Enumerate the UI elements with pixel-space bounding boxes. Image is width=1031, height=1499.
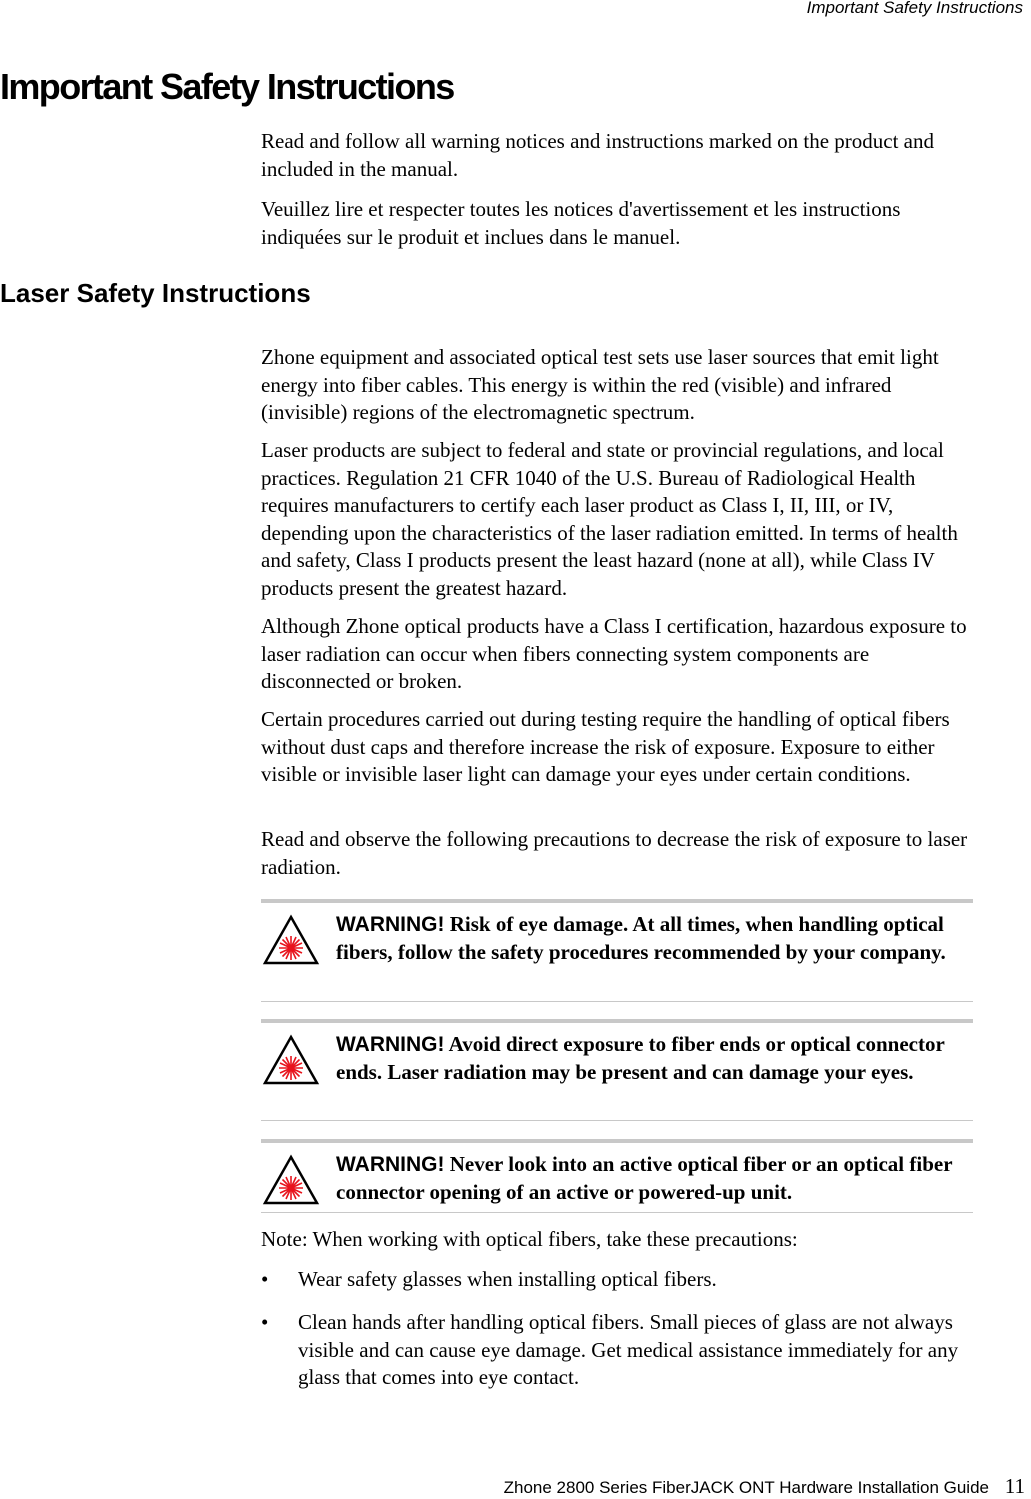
intro-paragraph-en: Read and follow all warning notices and instructions marked on the product and included in the manual.: [261, 129, 934, 181]
bullet-item-2: Clean hands after handling optical fibers. Small pieces of glass are not always visible and can cause eye damage. Get medical assistance immediately for any glass that comes into eye contact.: [298, 1310, 959, 1389]
bullet-marker: •: [261, 1310, 269, 1334]
warning-3-top-rule: [261, 1139, 973, 1143]
warning-1-text: [336, 911, 976, 966]
page-title: Important Safety Instructions: [0, 66, 454, 107]
warning-1-top-rule: [261, 899, 973, 903]
warning-3-body: Never look into an active optical fiber or an optical fiber connector opening of an active or powered-up unit.: [336, 1152, 953, 1204]
warning-3-bottom-rule: [261, 1212, 973, 1213]
warning-2-label: WARNING!: [336, 1033, 445, 1056]
warning-1-body: Risk of eye damage. At all times, when handling optical fibers, follow the safety procedures recommended by your company.: [336, 912, 946, 964]
footer-page-number: 11: [1004, 1474, 1025, 1498]
laser-paragraph-5: Read and observe the following precautions to decrease the risk of exposure to laser radiation.: [261, 827, 968, 879]
laser-warning-icon: [262, 1034, 320, 1086]
laser-paragraph-2: Laser products are subject to federal and state or provincial regulations, and local practices. Regulation 21 CFR 1040 of the U.S. Bureau of Radiological Health requires manufacturers to certify each laser product as Class I, II, III, or IV, depending upon the characteristics of the laser radiation emitted. In terms of health and safety, Class I products present the least hazard (none at all), while Class IV products present the greatest hazard.: [261, 438, 958, 600]
section-heading-laser: Laser Safety Instructions: [0, 278, 311, 308]
warning-1-label: WARNING!: [336, 913, 445, 936]
bullet-item-1: Wear safety glasses when installing optical fibers.: [298, 1267, 717, 1291]
warning-3-text: [336, 1151, 976, 1206]
note-text: Note: When working with optical fibers, take these precautions:: [261, 1227, 798, 1251]
running-header: Important Safety Instructions: [806, 0, 1023, 17]
laser-paragraph-3: Although Zhone optical products have a Class I certification, hazardous exposure to laser radiation can occur when fibers connecting system components are disconnected or broken.: [261, 614, 967, 693]
warning-2-top-rule: [261, 1019, 973, 1023]
warning-2-body: Avoid direct exposure to fiber ends or optical connector ends. Laser radiation may be present and can damage your eyes.: [336, 1032, 945, 1084]
laser-warning-icon: [262, 1154, 320, 1206]
footer-guide-title: Zhone 2800 Series FiberJACK ONT Hardware Installation Guide: [503, 1478, 989, 1497]
warning-2-text: [336, 1031, 976, 1086]
warning-3-label: WARNING!: [336, 1153, 445, 1176]
warning-1-bottom-rule: [261, 1001, 973, 1002]
intro-paragraph-fr: Veuillez lire et respecter toutes les notices d'avertissement et les instructions indiquées sur le produit et inclues dans le manuel.: [261, 197, 901, 249]
laser-warning-icon: [262, 914, 320, 966]
laser-paragraph-4: Certain procedures carried out during testing require the handling of optical fibers without dust caps and therefore increase the risk of exposure. Exposure to either visible or invisible laser light can damage your eyes under certain conditions.: [261, 707, 950, 786]
laser-paragraph-1: Zhone equipment and associated optical test sets use laser sources that emit light energy into fiber cables. This energy is within the red (visible) and infrared (invisible) regions of the electromagnetic spectrum.: [261, 345, 939, 424]
bullet-marker: •: [261, 1267, 269, 1291]
warning-2-bottom-rule: [261, 1120, 973, 1121]
